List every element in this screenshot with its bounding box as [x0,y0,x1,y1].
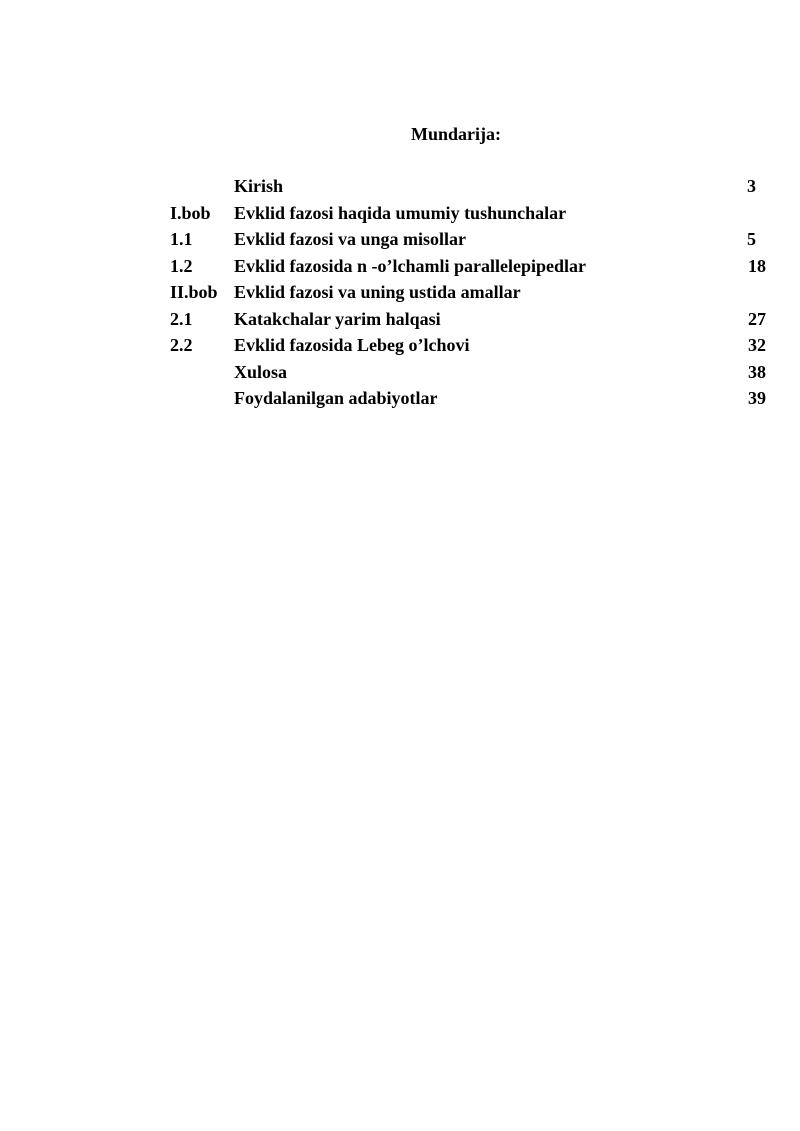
toc-number: II.bob [170,282,218,302]
toc-row [170,253,770,280]
toc-row [170,173,770,200]
toc-page-number: 38 [748,361,766,382]
toc-number: 2.1 [170,308,193,329]
table-of-contents [170,173,770,412]
toc-row [170,279,770,306]
toc-label: Evklid fazosi va uning ustida amallar [234,282,521,302]
toc-label: Evklid fazosi haqida umumiy tushunchalar [234,202,567,223]
toc-row [170,306,770,333]
toc-page-number: 32 [748,335,766,355]
toc-row [170,359,770,386]
toc-number: 1.1 [170,229,193,249]
page-title: Mundarija: [411,124,501,144]
toc-label: Evklid fazosida n -o’lchamli parallelepipedlar [234,255,587,276]
toc-label: Katakchalar yarim halqasi [234,308,441,329]
toc-page-number: 3 [747,176,756,196]
toc-row [170,226,770,253]
toc-row [170,332,770,359]
toc-label: Foydalanilgan adabiyotlar [234,388,438,408]
toc-page-number: 27 [748,308,766,329]
toc-page-number: 5 [747,229,756,249]
toc-number: 1.2 [170,255,193,276]
toc-label: Evklid fazosida Lebeg o’lchovi [234,335,470,355]
toc-page-number: 39 [748,388,766,408]
toc-label: Xulosa [234,361,288,382]
toc-page-number: 18 [748,255,766,276]
toc-row [170,385,770,412]
toc-number: 2.2 [170,335,193,355]
toc-label: Kirish [234,176,284,196]
toc-number: I.bob [170,202,211,223]
toc-label: Evklid fazosi va unga misollar [234,229,467,249]
toc-row [170,200,770,227]
